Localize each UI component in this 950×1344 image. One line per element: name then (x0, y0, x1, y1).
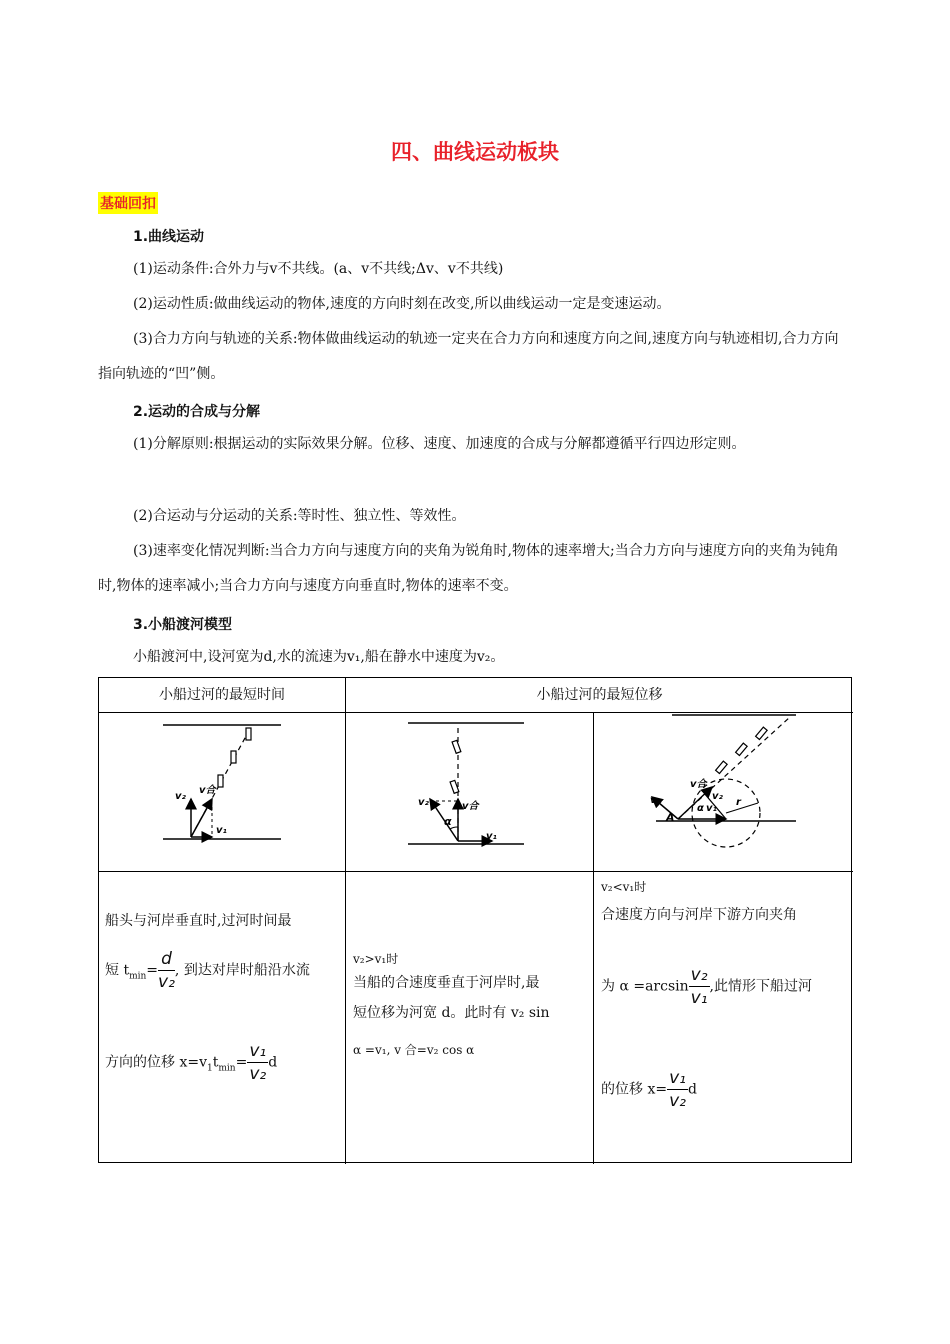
label-r: r (736, 797, 741, 808)
paragraph-motion-nature: (2)运动性质:做曲线运动的物体,速度的方向时刻在改变,所以曲线运动一定是变速运动。 (133, 296, 671, 312)
label-v1: v₁ (706, 803, 717, 814)
label-v2: v₂ (712, 791, 723, 802)
paragraph-motion-condition: (1)运动条件:合外力与v不共线。(a、v不共线;Δv、v不共线) (133, 261, 504, 277)
tmin-subscript: min (129, 971, 147, 982)
v2-less-line2: ,此情形下船过河 (709, 978, 812, 995)
figure-shortest-displacement-v2-less (594, 713, 853, 871)
shortest-time-line2: , 到达对岸时船沿水流 (174, 962, 310, 979)
paragraph-boat-intro: 小船渡河中,设河宽为d,水的流速为v₁,船在静水中速度为v₂。 (133, 649, 505, 665)
v2-greater-line1: 当船的合速度垂直于河岸时,最 (353, 975, 540, 991)
boat-crossing-table (98, 677, 852, 1163)
table-header-shortest-displacement: 小船过河的最短位移 (536, 687, 663, 703)
frac-den: v₂ (669, 1091, 686, 1111)
shortest-time-label: 短 t (105, 962, 130, 979)
label-v1: v₁ (486, 831, 497, 842)
shortest-time-line1: 船头与河岸垂直时,过河时间最 (105, 913, 292, 929)
figure-shortest-displacement-v2-greater (346, 713, 593, 871)
label-v2: v₂ (175, 791, 186, 802)
label-v1: v₁ (216, 825, 227, 836)
frac-den: v₂ (249, 1064, 267, 1085)
section-tag: 基础回扣 (98, 192, 158, 214)
tmin-subscript: min (218, 1063, 236, 1074)
frac-num: v₁ (669, 1068, 686, 1088)
label-vhe: v合 (690, 779, 707, 790)
equals-sign: = (146, 962, 159, 979)
displacement-label: 的位移 x= (601, 1081, 668, 1098)
v2-less-line1: 合速度方向与河岸下游方向夹角 (601, 907, 797, 923)
label-v2: v₂ (650, 795, 661, 806)
frac-den: v₂ (158, 972, 175, 992)
frac-num: v₂ (690, 965, 708, 985)
t-symbol: t (212, 1054, 219, 1071)
paragraph-force-trajectory: (3)合力方向与轨迹的关系:物体做曲线运动的轨迹一定夹在合力方向和速度方向之间,速度方向与轨迹相切,合力方向指向轨迹的“凹”侧。 (98, 331, 839, 382)
cell-v2-greater-text (353, 948, 589, 1070)
d-symbol: d (268, 1054, 278, 1071)
v2-greater-line3: α =v₁, v 合=v₂ cos α (353, 1043, 475, 1057)
figure-shortest-time (99, 713, 345, 871)
paragraph-decomposition-principle: (1)分解原则:根据运动的实际效果分解。位移、速度、加速度的合成与分解都遵循平行四边形定则。 (133, 436, 746, 452)
page-title: 四、曲线运动板块 (391, 140, 559, 164)
fraction-d-over-v2 (158, 948, 175, 993)
v1-subscript: 1 (207, 1063, 213, 1074)
cell-v2-less-text (601, 876, 851, 1112)
arcsin-label: 为 α =arcsin (601, 978, 689, 995)
heading-boat-model: 3.小船渡河模型 (133, 617, 233, 633)
fraction-v1-over-v2 (667, 1067, 688, 1112)
label-vhe: v合 (199, 785, 216, 796)
label-v2: v₂ (418, 797, 429, 808)
label-alpha: α (444, 815, 452, 828)
v2-greater-line2: 短位移为河宽 d。此时有 v₂ sin (353, 1005, 550, 1021)
condition-v2-greater: v₂>v₁时 (353, 952, 399, 966)
label-A: A (666, 811, 675, 824)
frac-den: v₁ (690, 988, 708, 1008)
label-alpha: α (697, 803, 704, 814)
cell-shortest-time-text (105, 910, 343, 1091)
heading-curvilinear-motion: 1.曲线运动 (133, 229, 205, 245)
label-vhe: v合 (462, 801, 479, 812)
frac-num: d (158, 948, 175, 971)
fraction-v1-over-v2 (247, 1040, 268, 1085)
frac-num: v₁ (249, 1041, 267, 1062)
d-symbol: d (687, 1081, 697, 1098)
paragraph-relationship: (2)合运动与分运动的关系:等时性、独立性、等效性。 (133, 508, 466, 524)
fraction-v2-over-v1 (689, 964, 710, 1009)
displacement-label: 方向的位移 x=v (105, 1054, 207, 1071)
condition-v2-less: v₂<v₁时 (601, 880, 647, 894)
table-header-shortest-time: 小船过河的最短时间 (159, 687, 285, 703)
heading-composition: 2.运动的合成与分解 (133, 404, 261, 420)
paragraph-speed-change: (3)速率变化情况判断:当合力方向与速度方向的夹角为锐角时,物体的速率增大;当合力方向与速度方向的夹角为钝角时,物体的速率减小;当合力方向与速度方向垂直时,物体的速率不变。 (98, 543, 839, 594)
equals-sign: = (235, 1054, 248, 1071)
